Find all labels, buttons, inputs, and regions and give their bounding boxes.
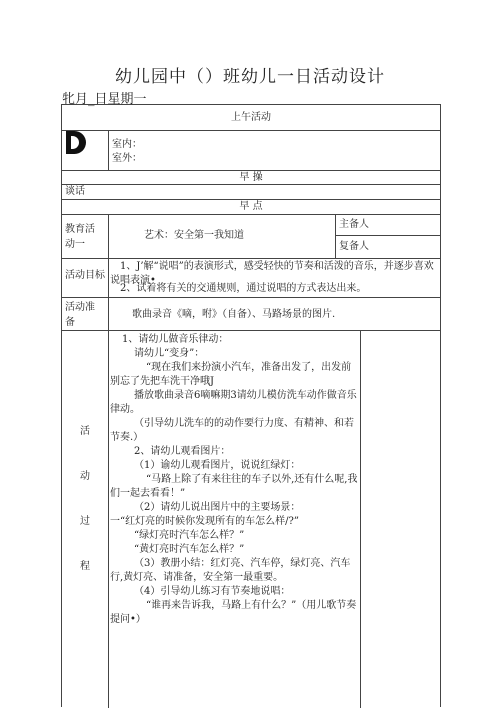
process-line: “马路上除了有来往往的车子以外,还有什么呢,我们一起去看看！” [110, 474, 358, 499]
row-divider [62, 330, 440, 331]
main-prep-label: 主备人 [339, 219, 369, 230]
goal-label: 活动目标 [65, 270, 105, 281]
process-label-char: 程 [80, 561, 90, 572]
morning-header: 上午活动 [231, 112, 271, 123]
process-line: 播放歌曲录音6嘀嘛期3请幼儿模仿洗车动作做音乐律动。 [110, 390, 357, 415]
process-label-char: 动 [80, 471, 90, 482]
process-line: （2）请幼儿说出图片中的主要场景： [134, 502, 301, 513]
page-title: 幼儿园中（）班幼儿一日活动设计 [115, 67, 385, 87]
col-divider [108, 214, 109, 708]
outdoor-label: 室外： [112, 153, 142, 164]
row-divider [62, 130, 440, 131]
prep-divider [335, 235, 440, 236]
goal-item: 1、J’解“说唱”的表演形式，感受轻快的节奏和活泼的音乐，并逐步喜欢说唱表演• [110, 261, 434, 286]
process-line: （3）教册小结：红灯亮、汽车停，绿灯亮、汽车行,黄灯亮、请准备，安全第一最重要。 [110, 558, 351, 583]
col-divider [360, 330, 361, 708]
col-divider [108, 130, 109, 170]
date-line: 牝月_日星期一 [62, 92, 147, 107]
col-divider [335, 214, 336, 258]
process-line: “谁再来告诉我，马路上有什么？”（用儿歌节奏提问•） [110, 600, 357, 625]
process-line: “现在我们来扮演小汽车，准备出发了，出发前别忘了先把车洗干净哦J [110, 362, 352, 387]
prep-content: 歌曲录音《嘀，咐》（自备）、马路场景的图片. [132, 309, 336, 320]
process-line: “绿灯亮时汽车怎么样？” [134, 530, 245, 541]
process-line: 一“红灯亮的时候你发现所有的车怎么样/?” [110, 516, 299, 527]
process-line: 1、请幼儿做音乐律动： [122, 334, 229, 345]
process-line: 请幼儿“变身”： [134, 348, 205, 359]
process-line: （1）谕幼儿观看图片，说说红绿灯： [134, 460, 301, 471]
exercise-header: 早 操 [239, 172, 263, 183]
process-line: “黄灯亮时汽车怎么样？” [134, 544, 245, 555]
process-line: （引导幼儿洗车的的动作要行力度、有精神、和若节奏.） [110, 418, 354, 443]
logo-mark-icon [66, 131, 86, 154]
indoor-label: 室内： [112, 139, 142, 150]
process-label-char: 活 [80, 426, 90, 437]
process-content [110, 333, 358, 627]
row-divider [62, 214, 440, 215]
edu-label: 教育活动一 [65, 224, 95, 250]
row-divider [62, 258, 440, 259]
process-line: （4）引导幼儿练习有节奏地说唱： [134, 586, 291, 597]
talk-label: 谈话 [65, 186, 85, 197]
co-prep-label: 复备人 [339, 241, 369, 252]
activity-table [61, 104, 441, 707]
snack-header: 早 点 [239, 201, 263, 212]
prep-label: 活动准备 [65, 302, 95, 328]
row-divider [62, 297, 440, 298]
process-label-char: 过 [80, 516, 90, 527]
process-line: 2、请幼儿观看图片： [134, 446, 231, 457]
goal-item: 2、试着将有关的交通规则，通过说唱的方式表达出来。 [120, 283, 367, 294]
edu-content: 艺术：安全第一我知道 [144, 230, 244, 241]
